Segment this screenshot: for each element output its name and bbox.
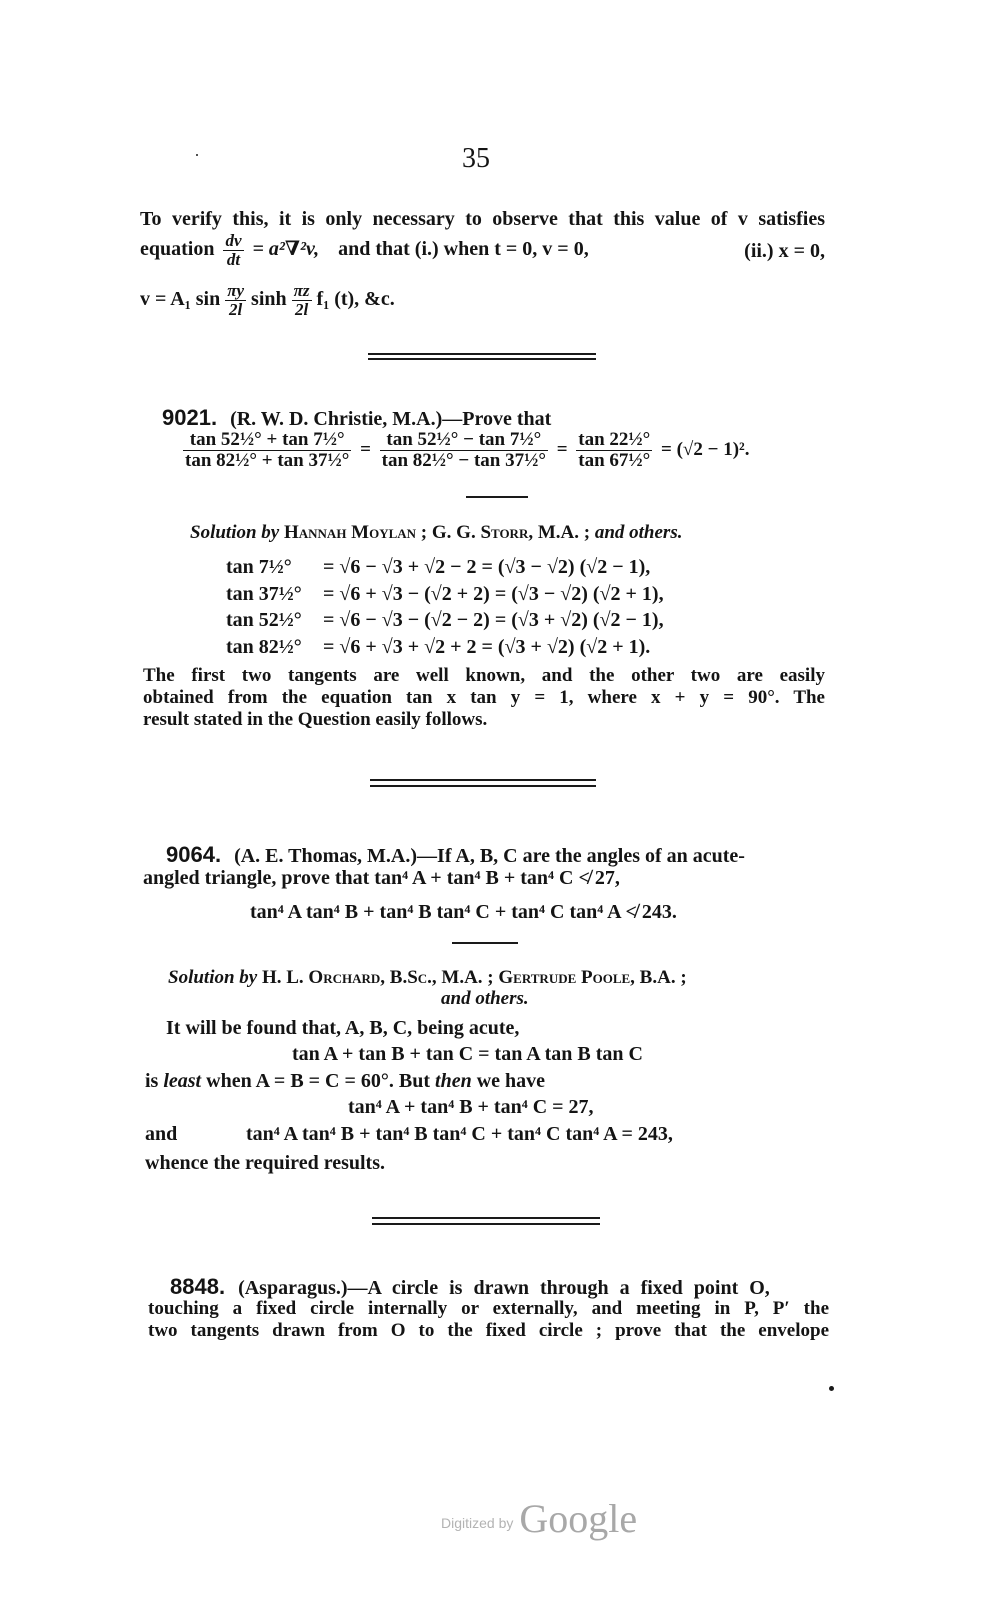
question-number: 9064. [166, 842, 222, 867]
fraction-numerator: tan 52½° − tan 7½° [380, 430, 548, 451]
solution-line: tan A + tan B + tan C = tan A tan B tan C [292, 1043, 643, 1065]
section-divider [372, 1223, 600, 1225]
sinh-label: sinh [251, 287, 287, 310]
text-segment: when A = B = C = 60°. But [206, 1070, 431, 1092]
fraction-denominator: 2l [229, 299, 243, 319]
tangent-lhs: tan 52½° [226, 609, 302, 631]
pi-y-fraction [225, 282, 246, 319]
solution-line: tan⁴ A + tan⁴ B + tan⁴ C = 27, [348, 1096, 594, 1118]
tangent-rhs: = √6 + √3 + √2 + 2 = (√3 + √2) (√2 + 1). [323, 636, 651, 658]
solver-names: H. L. Orchard, B.Sc., M.A. ; Gertrude Poole, B.A. ; [261, 967, 687, 988]
tangent-lhs: tan 37½° [226, 583, 302, 605]
intro-f1-expression: f₁ (t), &c. [316, 287, 395, 310]
tangent-row [226, 636, 650, 659]
fraction-b [380, 430, 548, 471]
paragraph-line: obtained from the equation tan x tan y = 1, where x + y = 90°. The [143, 687, 825, 708]
question-line: two tangents drawn from O to the fixed circle ; prove that the envelope [148, 1320, 829, 1341]
section-divider [370, 785, 596, 787]
question-number: 8848. [170, 1274, 226, 1299]
section-divider [368, 353, 596, 355]
intro-v-expression: v = A₁ sin [140, 287, 221, 310]
intro-line-1: To verify this, it is only necessary to observe that this value of v satisfies [140, 208, 825, 230]
google-logo: Google [519, 1496, 638, 1541]
text-segment: tan⁴ A tan⁴ B + tan⁴ B tan⁴ C + tan⁴ C tan⁴ A = 243, [246, 1123, 673, 1145]
section-divider [372, 1217, 600, 1219]
equation-result: = (√2 − 1)². [661, 438, 750, 460]
question-line: (Asparagus.)—A circle is drawn through a fixed point O, [238, 1277, 770, 1299]
stray-mark [196, 154, 198, 156]
intro-condition-2: (ii.) x = 0, [744, 240, 825, 262]
question-9064-header [166, 842, 826, 868]
tangent-row [226, 583, 664, 606]
fraction-c [576, 430, 652, 471]
fraction-denominator: tan 67½° [578, 449, 651, 471]
fraction-denominator: dt [226, 249, 241, 269]
fraction-numerator: πz [293, 281, 310, 300]
question-line: angled triangle, prove that tan⁴ A + tan⁴ B + tan⁴ C ≮ 27, [143, 867, 620, 889]
solution-line [145, 1123, 673, 1146]
solver-names: Hannah Moylan ; G. G. Storr, M.A. ; [283, 522, 591, 543]
tangent-rhs: = √6 − √3 + √2 − 2 = (√3 − √2) (√2 − 1), [323, 556, 651, 578]
paragraph-line: The first two tangents are well known, and the other two are easily [143, 665, 825, 686]
intro-conditions: and that (i.) when t = 0, v = 0, [338, 237, 589, 260]
emphasis-least: least [163, 1070, 202, 1092]
intro-equation-label: equation [140, 237, 215, 260]
heat-equation: = a²∇²v, [252, 237, 320, 260]
question-number: 9021. [162, 405, 218, 430]
fraction-denominator: 2l [294, 299, 309, 319]
solution-9021-credit [190, 522, 682, 544]
short-divider [452, 942, 518, 944]
solution-line [145, 1070, 545, 1093]
tangent-lhs: tan 7½° [226, 556, 292, 578]
and-label: and [145, 1123, 178, 1145]
digitized-watermark [441, 1495, 637, 1542]
section-divider [370, 779, 596, 781]
fraction-numerator: dv [225, 231, 242, 250]
intro-line-3 [140, 282, 395, 319]
fraction-numerator: tan 52½° + tan 7½° [183, 430, 351, 451]
paragraph-line: result stated in the Question easily follows. [143, 709, 488, 730]
question-8848-header [170, 1274, 830, 1300]
fraction-numerator: tan 22½° [578, 429, 651, 450]
equals-sign: = [556, 438, 568, 460]
and-others: and others. [441, 988, 529, 1009]
solution-line: It will be found that, A, B, C, being acute, [166, 1017, 520, 1039]
tangent-rhs: = √6 − √3 − (√2 − 2) = (√3 + √2) (√2 − 1), [323, 609, 664, 631]
fraction-denominator: tan 82½° + tan 37½° [185, 449, 350, 471]
tangent-lhs: tan 82½° [226, 636, 302, 658]
tangent-rhs: = √6 + √3 − (√2 + 2) = (√3 − √2) (√2 + 1), [323, 583, 664, 605]
solution-by-label: Solution by [190, 522, 280, 543]
question-author: (R. W. D. Christie, M.A.)—Prove that [230, 408, 552, 430]
equals-sign: = [360, 438, 371, 460]
text-segment: is [145, 1070, 159, 1092]
intro-line-2 [140, 232, 825, 278]
question-author-line: (A. E. Thomas, M.A.)—If A, B, C are the angles of an acute- [234, 845, 745, 867]
question-9021-header [162, 405, 551, 431]
tangent-row [226, 556, 650, 579]
text-segment: we have [476, 1070, 546, 1092]
digitized-by-label: Digitized by [441, 1515, 514, 1531]
short-divider [466, 496, 528, 498]
question-line: touching a fixed circle internally or externally, and meeting in P, P′ the [148, 1298, 829, 1319]
dv-dt-fraction [223, 232, 243, 269]
fraction-a [183, 430, 351, 471]
solution-line: whence the required results. [145, 1152, 385, 1174]
solution-by-label: Solution by [168, 967, 258, 988]
fraction-numerator: πy [227, 281, 245, 300]
question-line: tan⁴ A tan⁴ B + tan⁴ B tan⁴ C + tan⁴ C tan⁴ A ≮ 243. [250, 901, 677, 923]
question-9021-equation [183, 430, 749, 471]
solution-9064-credit [168, 967, 687, 989]
tangent-row [226, 609, 664, 632]
emphasis-then: then [435, 1070, 472, 1092]
page-number: 35 [462, 143, 490, 174]
pi-z-fraction [292, 282, 312, 319]
fraction-denominator: tan 82½° − tan 37½° [381, 449, 546, 471]
stray-mark [829, 1386, 834, 1391]
section-divider [368, 358, 596, 360]
and-others: and others. [594, 522, 683, 543]
